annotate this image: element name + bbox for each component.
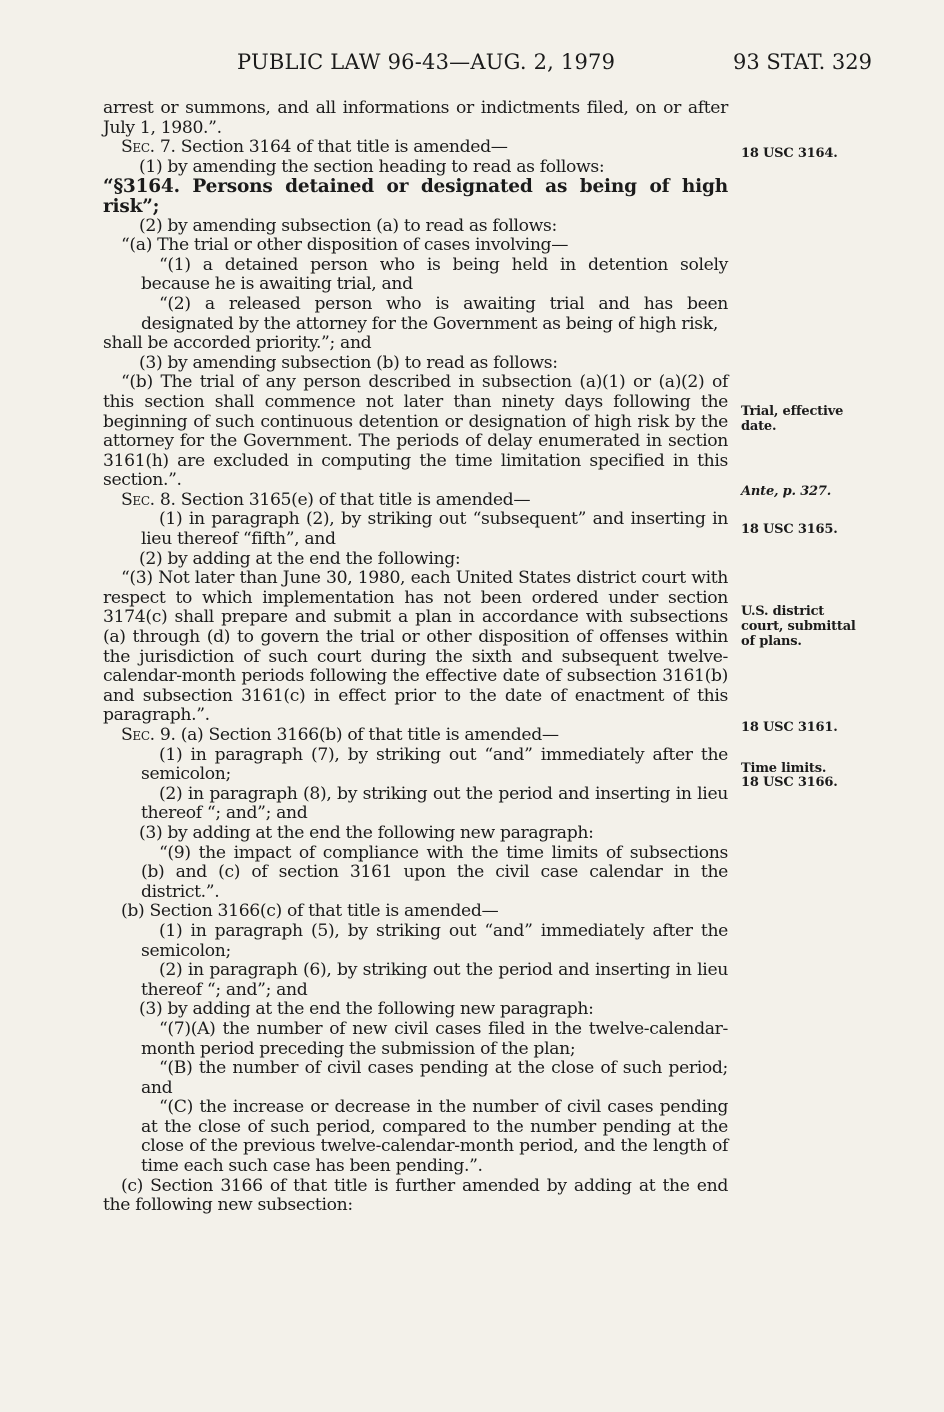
running-title: PUBLIC LAW 96-43—AUG. 2, 1979 [237, 50, 616, 74]
paragraph: “(2) a released person who is awaiting trial and has been designated by the attorney for the Government as being of high risk, [141, 293, 728, 334]
body-text [103, 99, 728, 1216]
paragraph: (1) in paragraph (7), by striking out “and” immediately after the semicolon; [141, 744, 728, 785]
margin-note: 18 USC 3166. [741, 775, 838, 790]
paragraph: (c) Section 3166 of that title is further amended by adding at the end the following new subsection: [103, 1175, 728, 1216]
paragraph: (2) by adding at the end the following: [139, 548, 461, 569]
paragraph: “(C) the increase or decrease in the number of civil cases pending at the close of such period, compared to the number pending at the close of the previous twelve-calendar-month period, and the length of time each such case has been pending.”. [141, 1097, 728, 1177]
margin-note: U.S. district court, submittal of plans. [741, 604, 856, 649]
margin-note: 18 USC 3164. [741, 146, 838, 161]
paragraph: (1) in paragraph (2), by striking out “subsequent” and inserting in lieu thereof “fifth”, and [141, 509, 728, 550]
paragraph: (2) in paragraph (8), by striking out the period and inserting in lieu thereof “; and”; and [141, 783, 728, 824]
paragraph-text: (a) Section 3166(b) of that title is amended— [180, 725, 559, 745]
paragraph: “(3) Not later than June 30, 1980, each United States district court with respect to which implementation has not been ordered under section 3174(c) shall prepare and submit a plan in accordance with subsections (a) through (d) to govern the trial or other disposition of offenses within the jurisdiction of such court during the sixth and subsequent twelve-calendar-month periods following the effective date of subsection 3161(b) and subsection 3161(c) in effect prior to the date of enactment of this paragraph.”. [103, 568, 728, 726]
paragraph: (3) by amending subsection (b) to read as follows: [139, 352, 558, 373]
section-label: Sec. 8. [121, 489, 176, 510]
paragraph-text: Section 3164 of that title is amended— [180, 137, 508, 158]
paragraph: (2) in paragraph (6), by striking out the period and inserting in lieu thereof “; and”; and [141, 960, 728, 1000]
paragraph: “(9) the impact of compliance with the time limits of subsections (b) and (c) of section 3161 upon the civil case calendar in the district.”. [141, 842, 728, 902]
paragraph: “(B) the number of civil cases pending at the close of such period; and [141, 1058, 728, 1098]
paragraph: arrest or summons, and all informations or indictments filed, on or after July 1, 1980.”. [103, 98, 728, 138]
paragraph: (3) by adding at the end the following new paragraph: [139, 822, 594, 843]
paragraph: (2) by amending subsection (a) to read as follows: [139, 215, 557, 236]
paragraph-text: Section 3165(e) of that title is amended— [180, 489, 531, 510]
paragraph: (1) in paragraph (5), by striking out “and” immediately after the semicolon; [141, 920, 728, 961]
margin-note: 18 USC 3161. [741, 720, 838, 735]
paragraph: shall be accorded priority.”; and [103, 333, 372, 354]
section-7-intro [103, 138, 728, 158]
paragraph: (3) by adding at the end the following new paragraph: [139, 999, 594, 1020]
margin-note: Time limits. [741, 761, 827, 776]
section-9-intro [103, 726, 728, 746]
paragraph: “(b) The trial of any person described in subsection (a)(1) or (a)(2) of this section shall commence not later than ninety days following the beginning of such continuous detention or designation of high risk by the attorney for the Government. The periods of delay enumerated in section 3161(h) are excluded in computing the time limitation specified in this section.”. [103, 372, 728, 491]
section-label: Sec. 9. [121, 725, 176, 745]
margin-note: 18 USC 3165. [741, 522, 838, 537]
stat-page-number: 93 STAT. 329 [733, 50, 873, 74]
paragraph: (b) Section 3166(c) of that title is amended— [121, 901, 499, 922]
section-8-intro [103, 491, 728, 511]
section-heading: “§3164. Persons detained or designated as being of high risk”; [103, 176, 728, 217]
page-header [0, 50, 944, 80]
section-label: Sec. 7. [121, 137, 176, 158]
paragraph: (1) by amending the section heading to read as follows: [139, 156, 605, 177]
margin-note: Trial, effective date. [741, 404, 844, 434]
margin-note: Ante, p. 327. [741, 484, 832, 499]
paragraph: “(1) a detained person who is being held in detention solely because he is awaiting trial, and [141, 254, 728, 295]
paragraph: “(7)(A) the number of new civil cases filed in the twelve-calendar-month period preceding the submission of the plan; [141, 1018, 728, 1059]
paragraph: “(a) The trial or other disposition of cases involving— [121, 235, 569, 256]
